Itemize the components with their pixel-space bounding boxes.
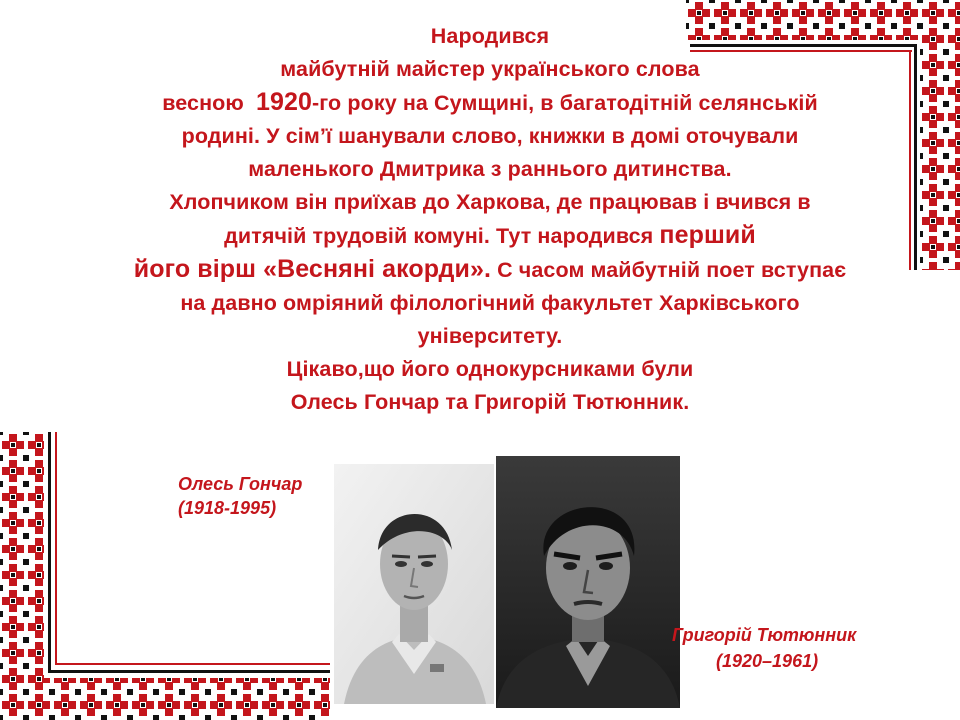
text-line-4: родині. У сім’ї шанували слово, книжки в домі оточували (181, 124, 799, 148)
word-pershyi: перший (659, 221, 756, 249)
portrait-photo-tiutiunnyk (496, 456, 680, 708)
portrait-photo-honchar (334, 464, 494, 704)
caption-honchar-years: (1918-1995) (178, 498, 277, 518)
text-line-6: Хлопчиком він приїхав до Харкова, де працював і вчився в (169, 190, 811, 214)
text-line-9: на давно омріяний філологічний факультет Харківського (180, 291, 800, 315)
text-line-8: його вірш «Весняні акорди». С часом майбутній поет вступає (133, 255, 847, 283)
year-1920: 1920 (256, 88, 313, 116)
caption-honchar-name: Олесь Гончар (178, 474, 303, 494)
caption-tiutiunnyk-years: (1920–1961) (716, 651, 819, 671)
text-line-1: Народився (430, 24, 550, 48)
first-poem-title: його вірш «Весняні акорди». (133, 255, 492, 283)
text-line-2: майбутній майстер українського слова (280, 57, 700, 81)
caption-honchar (178, 472, 302, 520)
text-line-12: Олесь Гончар та Григорій Тютюнник. (290, 390, 690, 414)
text-line-11: Цікаво,що його однокурсниками були (286, 357, 694, 381)
text-line-3: весною 1920-го року на Сумщині, в багатодітній селянській (162, 88, 818, 116)
text-line-5: маленького Дмитрика з раннього дитинства. (248, 157, 732, 181)
text-line-7: дитячій трудовій комуні. Тут народився перший (224, 221, 756, 249)
caption-tiutiunnyk-name: Григорій Тютюнник (672, 625, 857, 645)
text-line-10: університету. (417, 324, 563, 348)
main-text-block (60, 20, 920, 419)
